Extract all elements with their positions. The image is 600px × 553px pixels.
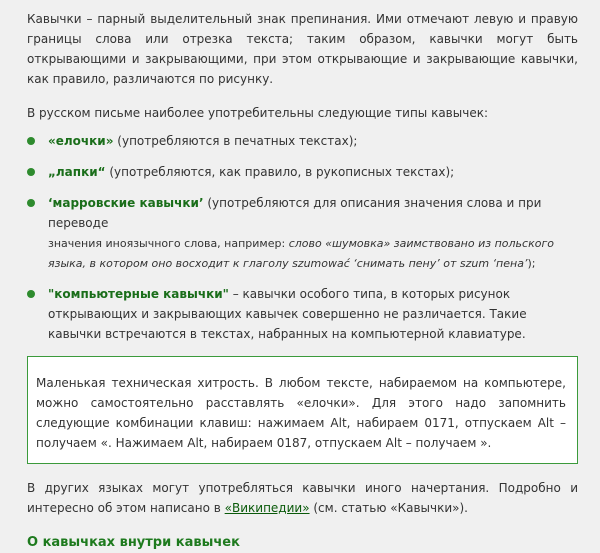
bullet-icon bbox=[27, 137, 35, 145]
example-text: слово «шумовка» заимствовано из польского языка, в котором оно восходит к глаголу szumować ‘снимать пену’ от szum ‘пена’ bbox=[48, 237, 554, 270]
wikipedia-link[interactable]: «Википедии» bbox=[224, 501, 310, 515]
term-lapki: „лапки“ bbox=[48, 165, 106, 179]
other-languages-text: В других языках могут употребляться кавычки иного начертания. Подробно и интересно об этом написано в bbox=[27, 481, 578, 515]
intro-paragraph: Кавычки – парный выделительный знак препинания. Ими отмечают левую и правую границы слова или отрезка текста; таким образом, кавычки могут быть открывающими и закрывающими, при этом открывающие и закрывающие кавычки, как правило, различаются по рисунку. bbox=[27, 12, 578, 86]
list-item-lapki bbox=[27, 162, 578, 182]
bullet-icon bbox=[27, 168, 35, 176]
list-item-yolochki bbox=[27, 131, 578, 151]
quote-types-list bbox=[27, 131, 578, 344]
list-item-computer bbox=[27, 284, 578, 344]
term-yolochki: «елочки» bbox=[48, 134, 114, 148]
desc-marrovskie-end: ); bbox=[527, 257, 536, 270]
list-item-marrovskie bbox=[27, 193, 578, 273]
desc-computer: – кавычки особого типа, в которых рисунок открывающих и закрывающих кавычек совершенно не различается. Такие кавычки встречаются в текстах, набранных на компьютерной клавиатуре. bbox=[48, 287, 527, 341]
bullet-icon bbox=[27, 290, 35, 298]
bullet-icon bbox=[27, 199, 35, 207]
tip-text: Маленькая техническая хитрость. В любом тексте, набираемом на компьютере, можно самостоятельно расставлять «елочки». Для этого надо запомнить следующие комбинации клавиш: нажимаем Alt, набираем 0171, отпускаем Alt – получаем «. Нажимаем Alt, набираем 0187, отпускаем Alt – получаем ». bbox=[36, 376, 566, 450]
desc-marrovskie: (употребляются для описания значения слова и при переводе bbox=[48, 196, 542, 230]
section-heading-nested-quotes: О кавычках внутри кавычек bbox=[27, 535, 240, 550]
tip-box bbox=[27, 356, 578, 464]
other-languages-tail: (см. статью «Кавычки»). bbox=[309, 501, 468, 515]
desc-marrovskie-cont: значения иноязычного слова, например: bbox=[48, 237, 289, 250]
other-languages-paragraph bbox=[27, 478, 578, 518]
term-marrovskie: ‘марровские кавычки’ bbox=[48, 196, 204, 210]
desc-yolochki: (употребляются в печатных текстах); bbox=[113, 134, 358, 148]
term-computer: "компьютерные кавычки" bbox=[48, 287, 229, 301]
types-lead: В русском письме наиболее употребительны следующие типы кавычек: bbox=[27, 106, 488, 120]
desc-lapki: (употребляются, как правило, в рукописных текстах); bbox=[105, 165, 455, 179]
